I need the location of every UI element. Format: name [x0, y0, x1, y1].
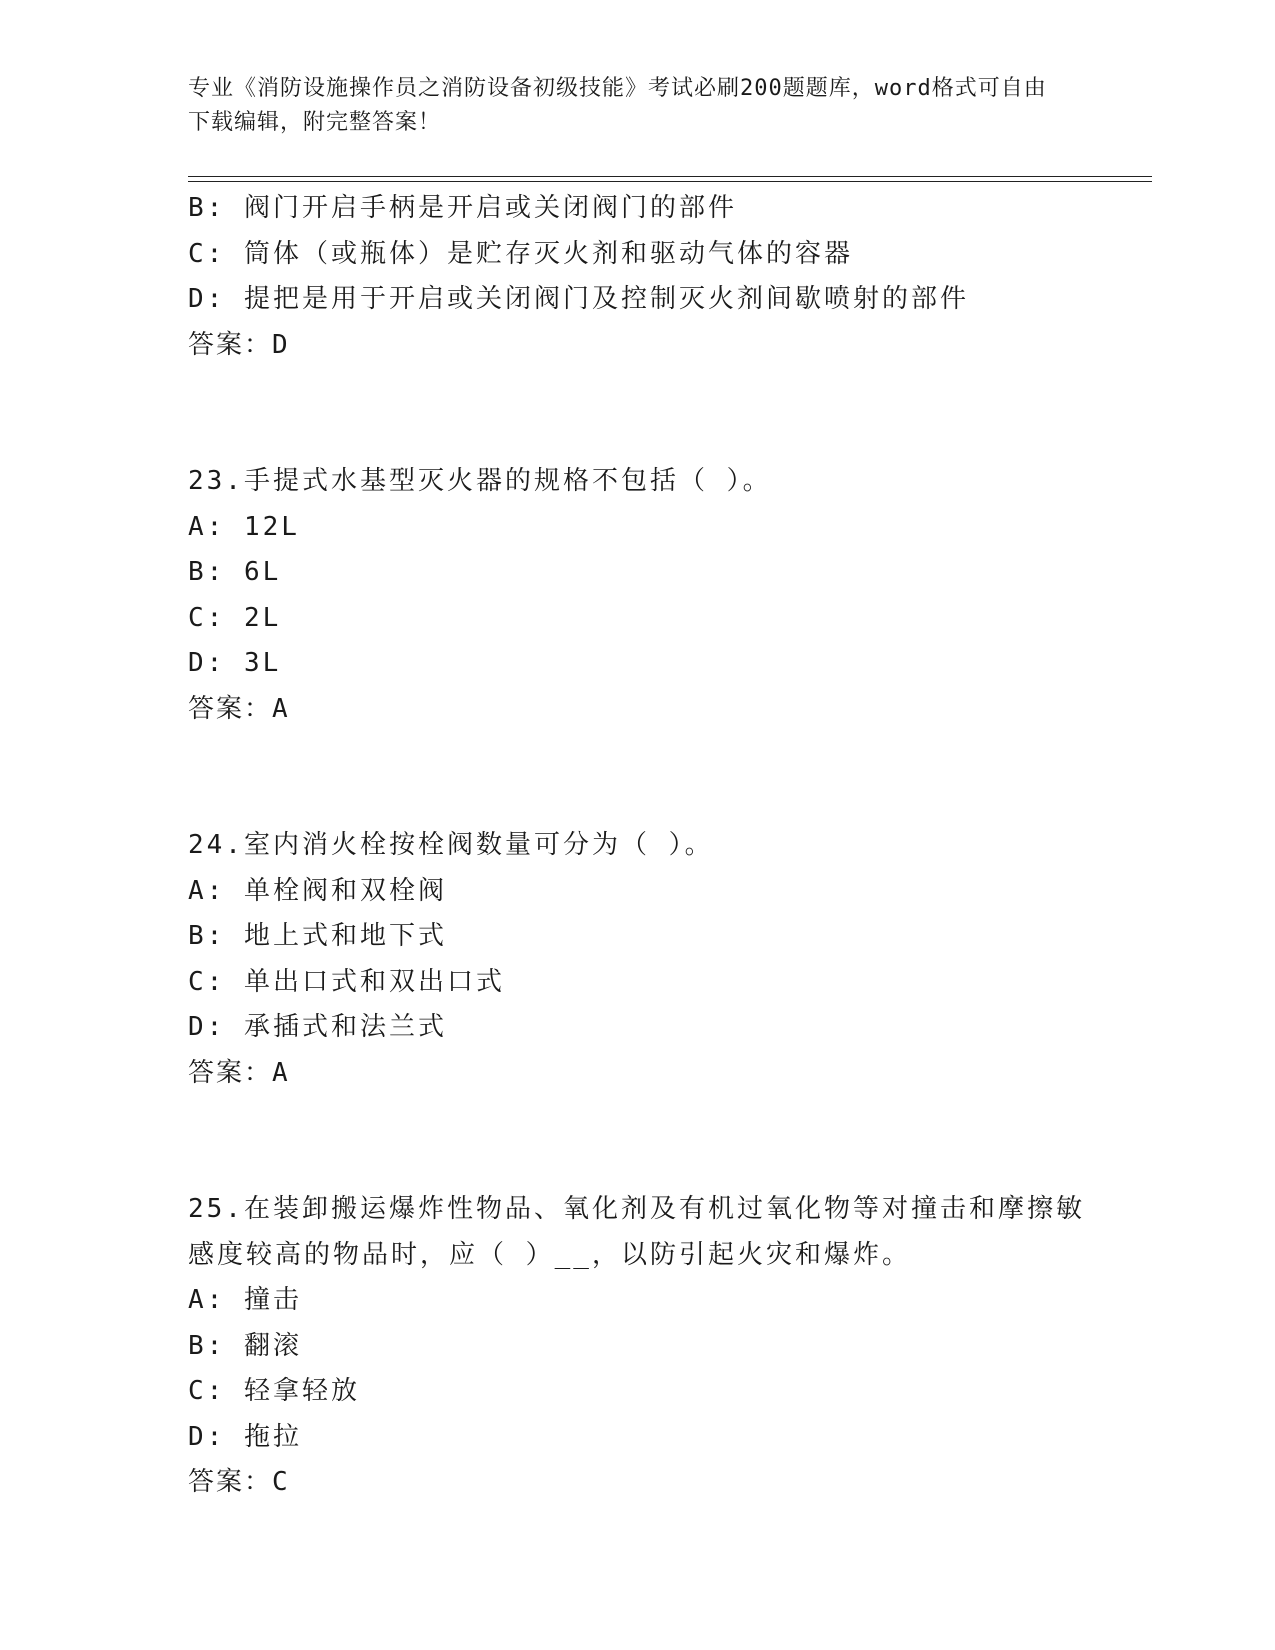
question-24	[188, 823, 1088, 1096]
option-a: A: 12L	[188, 511, 300, 542]
option-d: D: 拖拉	[188, 1421, 302, 1452]
answer-label: 答案：	[188, 1057, 273, 1088]
answer-label: 答案：	[188, 329, 273, 360]
question-gap	[188, 368, 1088, 459]
answer-value: A	[272, 693, 288, 724]
answer-value: C	[272, 1467, 288, 1497]
header-divider-top	[188, 176, 1152, 177]
option-b: B: 阀门开启手柄是开启或关闭阀门的部件	[188, 193, 737, 223]
option-b: B: 翻滚	[188, 1330, 302, 1361]
option-c: C: 2L	[188, 602, 282, 633]
question-22-fragment	[188, 186, 1088, 368]
option-c: C: 单出口式和双出口式	[188, 966, 505, 997]
header-divider-bottom	[188, 181, 1152, 182]
document-header	[188, 72, 1068, 140]
question-gap	[188, 1096, 1088, 1187]
option-d: D: 提把是用于开启或关闭阀门及控制灭火剂间歇喷射的部件	[188, 284, 969, 314]
answer-value: D	[272, 329, 288, 360]
option-c: C: 筒体（或瓶体）是贮存灭火剂和驱动气体的容器	[188, 238, 853, 269]
answer-line	[188, 687, 1088, 733]
answer-value: A	[272, 1057, 288, 1088]
option-b: B: 6L	[188, 557, 282, 587]
option-d: D: 承插式和法兰式	[188, 1012, 447, 1042]
question-stem: 25.在装卸搬运爆炸性物品、氧化剂及有机过氧化物等对撞击和摩擦敏感度较高的物品时，应（ ）__，以防引起火灾和爆炸。	[188, 1194, 1085, 1270]
option-c: C: 轻拿轻放	[188, 1376, 360, 1406]
answer-line	[188, 1051, 1088, 1097]
option-a: A: 单栓阀和双栓阀	[188, 875, 447, 906]
question-25	[188, 1187, 1088, 1506]
answer-line	[188, 1460, 1088, 1506]
question-gap	[188, 732, 1088, 823]
option-a: A: 撞击	[188, 1285, 302, 1315]
question-23	[188, 459, 1088, 732]
question-list	[188, 186, 1088, 1506]
answer-label: 答案：	[188, 1467, 273, 1497]
header-title: 专业《消防设施操作员之消防设备初级技能》考试必刷200题题库，word格式可自由下载编辑，附完整答案！	[188, 76, 1047, 135]
answer-label: 答案：	[188, 693, 273, 724]
question-stem: 24.室内消火栓按栓阀数量可分为（ ）。	[188, 830, 714, 860]
question-stem: 23.手提式水基型灭火器的规格不包括（ ）。	[188, 466, 772, 496]
answer-line	[188, 323, 1088, 369]
option-b: B: 地上式和地下式	[188, 921, 447, 951]
option-d: D: 3L	[188, 648, 282, 678]
